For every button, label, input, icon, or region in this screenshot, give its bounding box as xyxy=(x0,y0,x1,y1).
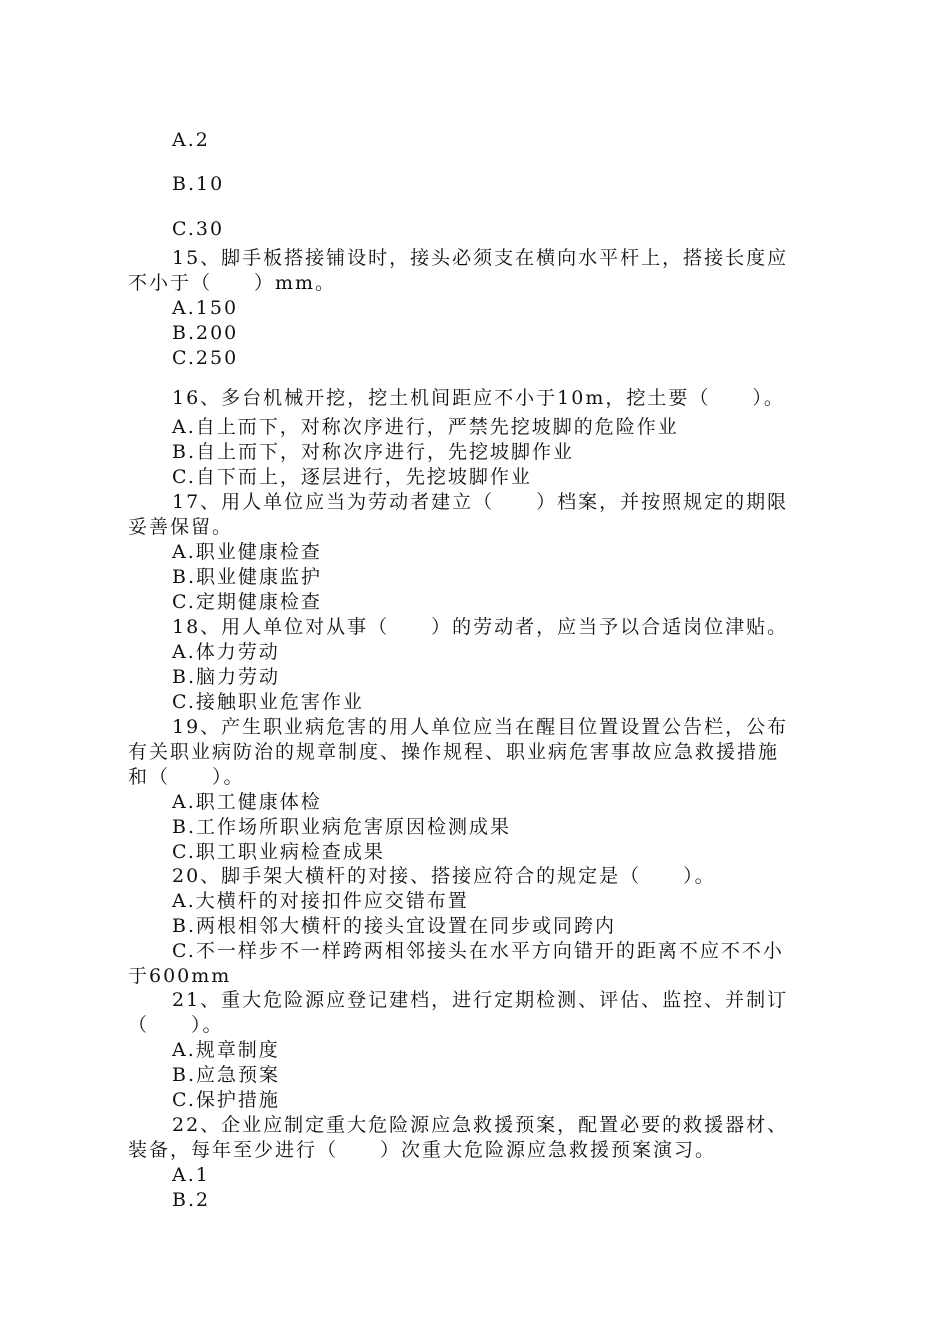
option-b-q18: B.脑力劳动 xyxy=(172,666,281,688)
question-17-cont: 妥善保留。 xyxy=(128,516,234,538)
option-c-q16: C.自下而上，逐层进行，先挖坡脚作业 xyxy=(172,466,532,488)
option-a-q17: A.职业健康检查 xyxy=(172,541,322,563)
option-c-q17: C.定期健康检查 xyxy=(172,591,322,613)
option-a-q18: A.体力劳动 xyxy=(172,641,280,663)
option-c-q14: C.30 xyxy=(172,218,225,240)
question-21: 21、重大危险源应登记建档，进行定期检测、评估、监控、并制订 xyxy=(172,989,789,1011)
question-22: 22、企业应制定重大危险源应急救援预案，配置必要的救援器材、 xyxy=(172,1114,789,1136)
option-a-q21: A.规章制度 xyxy=(172,1039,280,1061)
question-15-cont: 不小于（ ）mm。 xyxy=(128,272,337,294)
option-c-q15: C.250 xyxy=(172,347,239,369)
option-a-q19: A.职工健康体检 xyxy=(172,791,322,813)
option-b-q20: B.两根相邻大横杆的接头宜设置在同步或同跨内 xyxy=(172,915,617,937)
question-19-cont: 有关职业病防治的规章制度、操作规程、职业病危害事故应急救援措施 xyxy=(128,741,780,763)
question-22-cont: 装备，每年至少进行（ ）次重大危险源应急救援预案演习。 xyxy=(128,1139,717,1161)
option-b-q15: B.200 xyxy=(172,322,239,344)
option-a-q20: A.大横杆的对接扣件应交错布置 xyxy=(172,890,469,912)
question-15: 15、脚手板搭接铺设时，接头必须支在横向水平杆上，搭接长度应 xyxy=(172,247,789,269)
question-19-cont2: 和（ ）。 xyxy=(128,766,245,788)
option-c-q21: C.保护措施 xyxy=(172,1089,280,1111)
question-19: 19、产生职业病危害的用人单位应当在醒目位置设置公告栏，公布 xyxy=(172,716,789,738)
option-c-q20-cont: 于600mm xyxy=(128,965,232,987)
question-16: 16、多台机械开挖，挖土机间距应不小于10m，挖土要（ ）。 xyxy=(172,387,785,409)
option-a-q22: A.1 xyxy=(172,1164,210,1186)
question-20: 20、脚手架大横杆的对接、搭接应符合的规定是（ ）。 xyxy=(172,865,716,887)
option-b-q16: B.自上而下，对称次序进行，先挖坡脚作业 xyxy=(172,441,575,463)
option-c-q19: C.职工职业病检查成果 xyxy=(172,841,385,863)
option-a-q15: A.150 xyxy=(172,297,239,319)
option-b-q14: B.10 xyxy=(172,173,225,195)
option-b-q17: B.职业健康监护 xyxy=(172,566,323,588)
option-b-q22: B.2 xyxy=(172,1189,211,1211)
option-b-q19: B.工作场所职业病危害原因检测成果 xyxy=(172,816,512,838)
option-a-q14: A.2 xyxy=(172,129,210,151)
question-18: 18、用人单位对从事（ ）的劳动者，应当予以合适岗位津贴。 xyxy=(172,616,789,638)
option-c-q18: C.接触职业危害作业 xyxy=(172,691,364,713)
option-a-q16: A.自上而下，对称次序进行，严禁先挖坡脚的危险作业 xyxy=(172,416,679,438)
question-17: 17、用人单位应当为劳动者建立（ ）档案，并按照规定的期限 xyxy=(172,491,789,513)
option-c-q20: C.不一样步不一样跨两相邻接头在水平方向错开的距离不应不不小 xyxy=(172,940,784,962)
question-21-cont: （ ）。 xyxy=(128,1014,224,1036)
option-b-q21: B.应急预案 xyxy=(172,1064,281,1086)
